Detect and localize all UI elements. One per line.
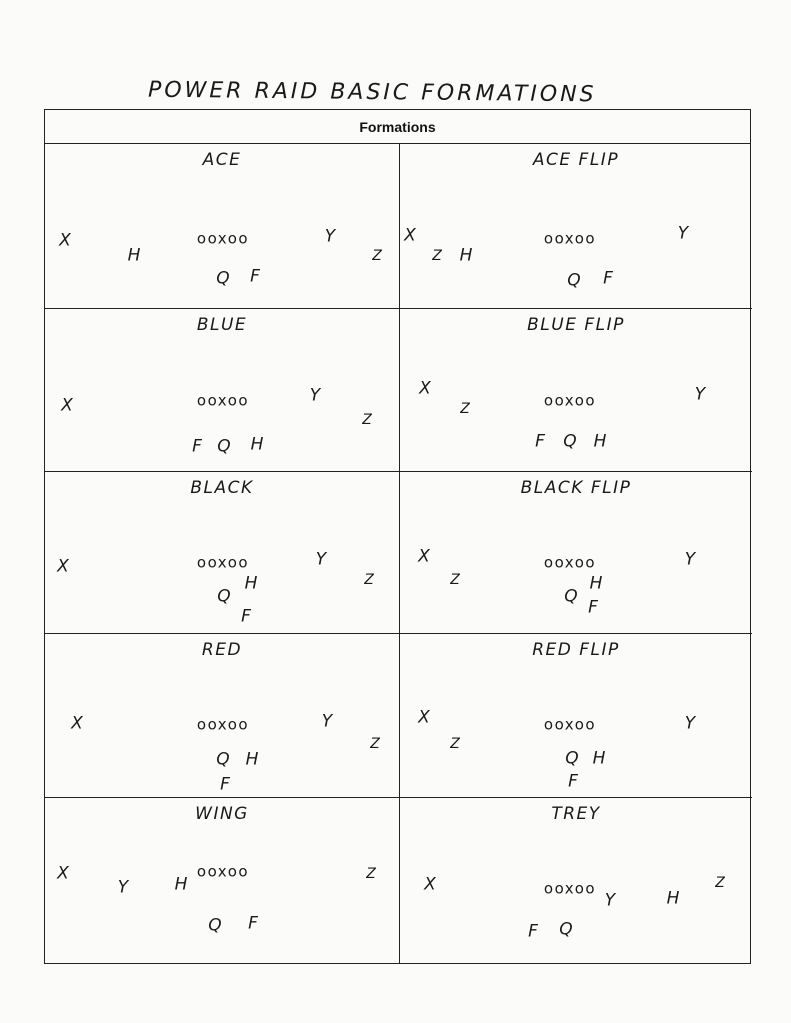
formation-cell-red — [45, 634, 400, 798]
player-q: Q — [216, 749, 230, 770]
player-q: Q — [208, 915, 222, 936]
formation-name: ACE — [202, 150, 242, 170]
player-z: Z — [370, 736, 380, 752]
formation-cell-wing — [45, 798, 400, 963]
formation-name: ACE FLIP — [532, 150, 620, 170]
player-h: H — [593, 431, 607, 452]
formations-table — [44, 109, 751, 964]
formation-name: RED FLIP — [532, 640, 620, 660]
player-x: X — [57, 863, 69, 884]
player-h: H — [459, 245, 473, 266]
offensive-line: ooxoo — [196, 553, 250, 572]
formation-cell-blue — [45, 309, 400, 472]
player-x: X — [61, 395, 73, 416]
player-q: Q — [217, 436, 231, 457]
player-z: Z — [372, 248, 382, 264]
document-title: POWER RAID BASIC FORMATIONS — [147, 77, 597, 108]
player-y: Y — [684, 549, 696, 570]
player-q: Q — [564, 586, 578, 607]
offensive-line: ooxoo — [543, 553, 597, 572]
player-f: F — [535, 431, 545, 452]
formation-name: BLUE FLIP — [527, 315, 625, 335]
player-y: Y — [677, 223, 689, 244]
formation-cell-blue-flip — [400, 309, 752, 472]
player-q: Q — [567, 270, 581, 291]
offensive-line: ooxoo — [196, 715, 250, 734]
player-z: Z — [432, 248, 442, 264]
player-h: H — [127, 245, 141, 266]
player-x: X — [418, 707, 430, 728]
formation-cell-ace — [45, 144, 400, 309]
player-y: Y — [604, 890, 616, 911]
offensive-line: ooxoo — [196, 229, 250, 248]
player-h: H — [592, 748, 606, 769]
player-x: X — [419, 378, 431, 399]
player-q: Q — [217, 586, 231, 607]
player-x: X — [59, 230, 71, 251]
formation-cell-trey — [400, 798, 752, 963]
player-f: F — [248, 913, 258, 934]
player-x: X — [418, 546, 430, 567]
player-y: Y — [694, 384, 706, 405]
player-y: Y — [684, 713, 696, 734]
player-x: X — [57, 556, 69, 577]
player-x: X — [424, 874, 436, 895]
formation-cell-black — [45, 472, 400, 634]
player-z: Z — [460, 401, 470, 417]
formation-name: TREY — [551, 804, 601, 824]
player-h: H — [244, 573, 258, 594]
player-h: H — [589, 573, 603, 594]
player-y: Y — [321, 711, 333, 732]
player-f: F — [603, 268, 613, 289]
player-h: H — [666, 888, 680, 909]
player-z: Z — [450, 572, 460, 588]
player-z: Z — [450, 736, 460, 752]
player-q: Q — [563, 431, 577, 452]
player-y: Y — [324, 226, 336, 247]
player-z: Z — [362, 412, 372, 428]
player-x: X — [404, 225, 416, 246]
formation-name: BLACK — [190, 478, 254, 498]
formation-cell-black-flip — [400, 472, 752, 634]
player-f: F — [528, 921, 538, 942]
player-z: Z — [715, 875, 725, 891]
player-h: H — [174, 874, 188, 895]
player-f: F — [220, 774, 230, 795]
player-x: X — [71, 713, 83, 734]
offensive-line: ooxoo — [196, 391, 250, 410]
offensive-line: ooxoo — [543, 229, 597, 248]
player-f: F — [588, 597, 598, 618]
player-f: F — [192, 436, 202, 457]
player-z: Z — [364, 572, 374, 588]
player-y: Y — [315, 549, 327, 570]
formation-cell-red-flip — [400, 634, 752, 798]
player-z: Z — [366, 866, 376, 882]
offensive-line: ooxoo — [543, 391, 597, 410]
player-f: F — [241, 606, 251, 627]
formation-name: RED — [201, 640, 243, 660]
formation-cell-ace-flip — [400, 144, 752, 309]
player-q: Q — [559, 919, 573, 940]
player-q: Q — [565, 748, 579, 769]
offensive-line: ooxoo — [196, 862, 250, 881]
player-f: F — [568, 771, 578, 792]
player-y: Y — [309, 385, 321, 406]
player-y: Y — [117, 877, 129, 898]
formation-name: BLUE — [196, 315, 248, 335]
player-h: H — [250, 434, 264, 455]
player-f: F — [250, 266, 260, 287]
player-q: Q — [216, 268, 230, 289]
offensive-line: ooxoo — [543, 879, 597, 898]
offensive-line: ooxoo — [543, 715, 597, 734]
formation-name: BLACK FLIP — [520, 478, 632, 498]
player-h: H — [245, 749, 259, 770]
formation-name: WING — [195, 804, 249, 824]
table-header: Formations — [45, 110, 750, 144]
